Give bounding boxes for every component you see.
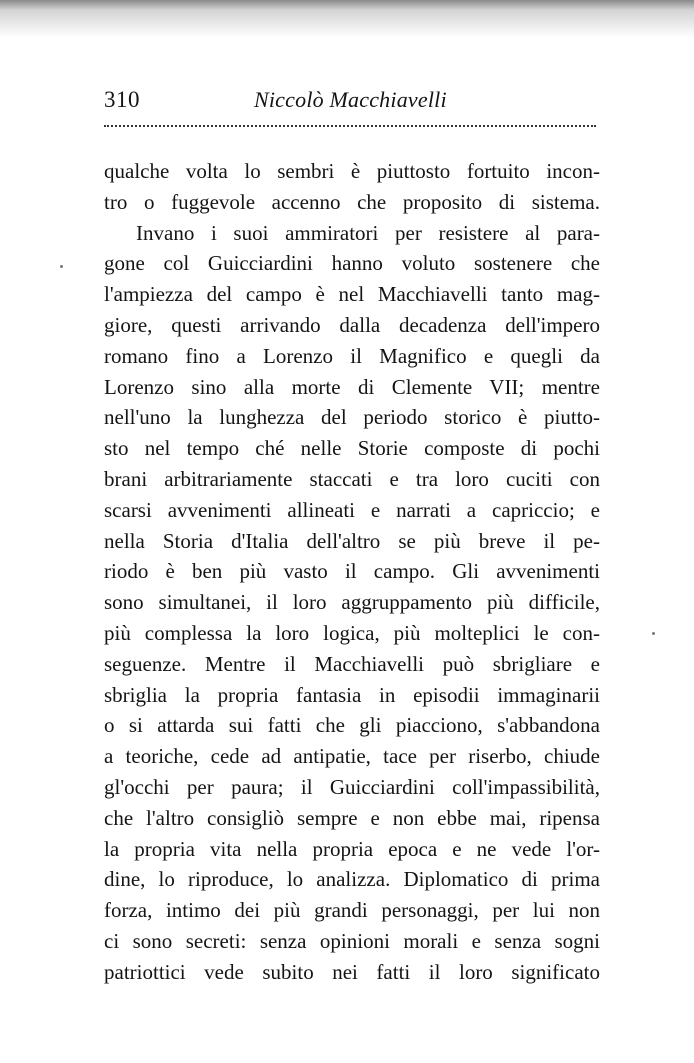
text-line: qualche volta lo sembri è piuttosto fortuito incon- — [104, 159, 600, 183]
text-line: nella Storia d'Italia dell'altro se più breve il pe- — [104, 528, 600, 553]
text-line: gone col Guicciardini hanno voluto sostenere che — [104, 251, 600, 276]
text-line: forza, intimo dei più grandi personaggi, per lui non — [104, 898, 600, 923]
margin-speck — [60, 265, 63, 268]
text-line: a teoriche, cede ad antipatie, tace per riserbo, chiude — [104, 744, 600, 769]
text-line: Invano i suoi ammiratori per resistere al para- — [136, 220, 600, 245]
text-line: sono simultanei, il loro aggruppamento più difficile, — [104, 590, 600, 615]
text-line: o si attarda sui fatti che gli piacciono, s'abbandona — [104, 713, 600, 738]
text-line: sbriglia la propria fantasia in episodii immaginarii — [104, 682, 600, 707]
text-line: nell'uno la lunghezza del periodo storico è piutto- — [104, 405, 600, 430]
header-rule — [104, 125, 596, 127]
text-line: giore, questi arrivando dalla decadenza dell'impero — [104, 312, 600, 337]
text-line: patriottici vede subito nei fatti il loro significato — [104, 959, 600, 984]
text-line: dine, lo riproduce, lo analizza. Diplomatico di prima — [104, 867, 600, 892]
text-line: scarsi avvenimenti allineati e narrati a capriccio; e — [104, 497, 600, 522]
text-line: l'ampiezza del campo è nel Macchiavelli tanto mag- — [104, 282, 600, 307]
text-line: sto nel tempo ché nelle Storie composte di pochi — [104, 436, 600, 461]
text-line: seguenze. Mentre il Macchiavelli può sbrigliare e — [104, 651, 600, 676]
scan-shadow — [0, 0, 694, 40]
text-line: gl'occhi per paura; il Guicciardini coll'impassibilità, — [104, 774, 600, 799]
body-text — [104, 156, 600, 988]
margin-speck — [652, 632, 655, 635]
text-line: la propria vita nella propria epoca e ne vede l'or- — [104, 836, 600, 861]
text-line: romano fino a Lorenzo il Magnifico e quegli da — [104, 343, 600, 368]
text-line: riodo è ben più vasto il campo. Gli avvenimenti — [104, 559, 600, 584]
text-line: più complessa la loro logica, più molteplici le con- — [104, 620, 600, 645]
text-line: brani arbitrariamente staccati e tra loro cuciti con — [104, 466, 600, 491]
page-number: 310 — [104, 87, 140, 112]
text-line: ci sono secreti: senza opinioni morali e senza sogni — [104, 928, 600, 953]
text-line: che l'altro consigliò sempre e non ebbe mai, ripensa — [104, 805, 600, 830]
page-header — [104, 82, 596, 118]
text-line: tro o fuggevole accenno che proposito di sistema. — [104, 189, 600, 214]
running-head: Niccolò Macchiavelli — [254, 87, 447, 112]
text-line: Lorenzo sino alla morte di Clemente VII; mentre — [104, 374, 600, 399]
